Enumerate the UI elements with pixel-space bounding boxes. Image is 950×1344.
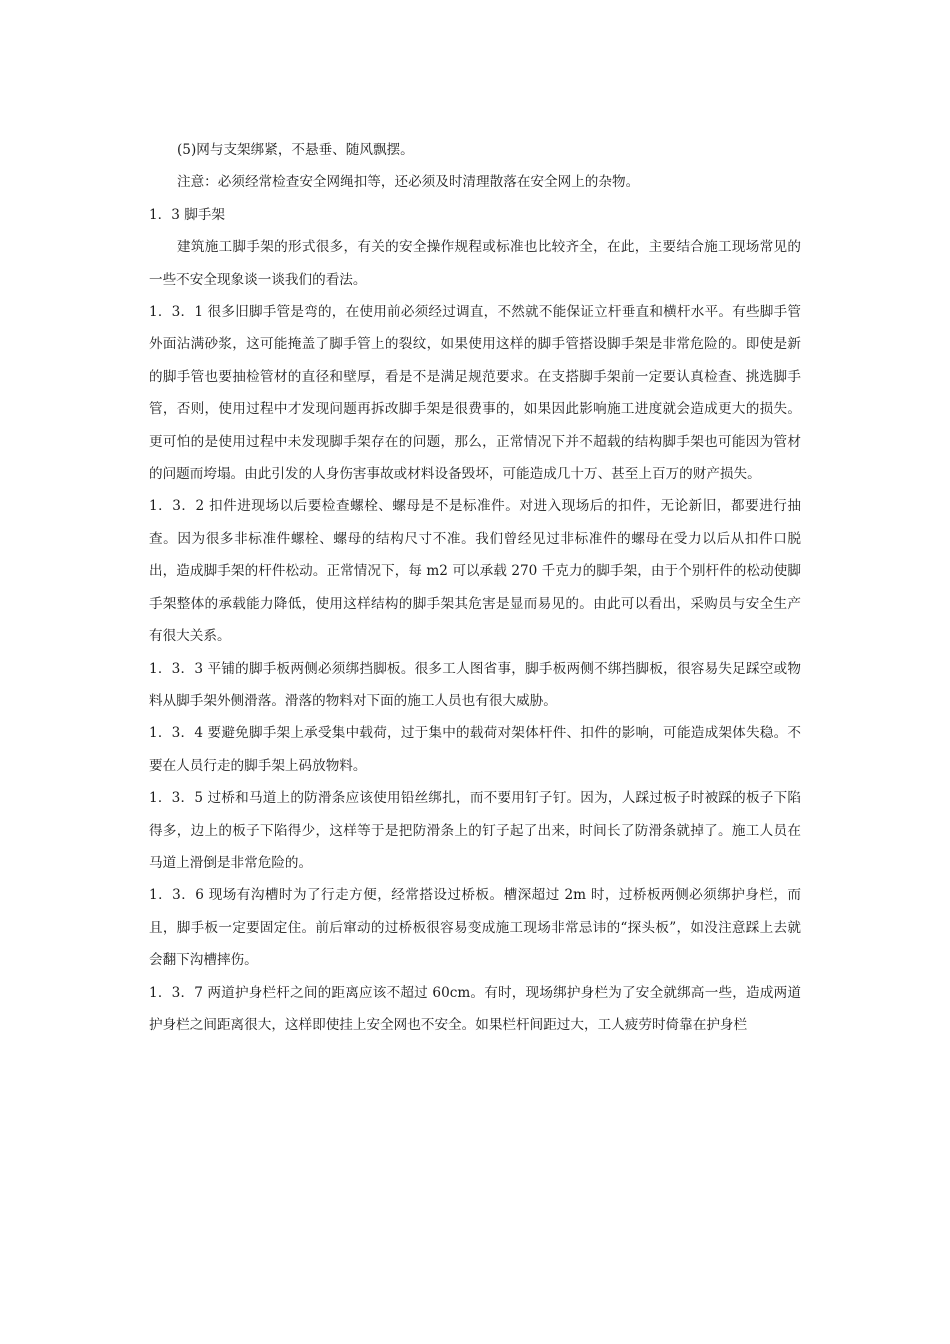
- paragraph-net-tie: (5)网与支架绑紧，不悬垂、随风飘摆。: [177, 142, 414, 158]
- document-body: [149, 134, 801, 1041]
- paragraph-intro: 建筑施工脚手架的形式很多，有关的安全操作规程或标准也比较齐全，在此，主要结合施工现场常见的一些不安全现象谈一谈我们的看法。: [149, 239, 801, 288]
- paragraph-1-3-4: 1．3．4 要避免脚手架上承受集中载荷，过于集中的载荷对架体杆件、扣件的影响，可能造成架体失稳。不要在人员行走的脚手架上码放物料。: [149, 725, 801, 774]
- paragraph-1-3-1: 1．3．1 很多旧脚手管是弯的，在使用前必须经过调直，不然就不能保证立杆垂直和横杆水平。有些脚手管外面沾满砂浆，这可能掩盖了脚手管上的裂纹，如果使用这样的脚手管搭设脚手架是非常危险的。即使是新的脚手管也要抽检管材的直径和壁厚，看是不是满足规范要求。在支搭脚手架前一定要认真检查、挑选脚手管，否则，使用过程中才发现问题再拆改脚手架是很费事的，如果因此影响施工进度就会造成更大的损失。更可怕的是使用过程中未发现脚手架存在的问题，那么，正常情况下并不超载的结构脚手架也可能因为管材的问题而垮塌。由此引发的人身伤害事故或材料设备毁坏，可能造成几十万、甚至上百万的财产损失。: [149, 304, 801, 483]
- paragraph-1-3-5: 1．3．5 过桥和马道上的防滑条应该使用铅丝绑扎，而不要用钉子钉。因为，人踩过板子时被踩的板子下陷得多，边上的板子下陷得少，这样等于是把防滑条上的钉子起了出来，时间长了防滑条就掉了。施工人员在马道上滑倒是非常危险的。: [149, 790, 801, 871]
- paragraph-1-3-3: 1．3．3 平铺的脚手板两侧必须绑挡脚板。很多工人图省事，脚手板两侧不绑挡脚板，很容易失足踩空或物料从脚手架外侧滑落。滑落的物料对下面的施工人员也有很大威胁。: [149, 660, 801, 709]
- paragraph-1-3-6: 1．3．6 现场有沟槽时为了行走方便，经常搭设过桥板。槽深超过 2m 时，过桥板两侧必须绑护身栏，而且，脚手板一定要固定住。前后窜动的过桥板很容易变成施工现场非常忌讳的“探头板”，如没注意踩上去就会翻下沟槽摔伤。: [149, 887, 801, 969]
- section-heading-scaffold: 1．3 脚手架: [149, 206, 225, 223]
- paragraph-1-3-7: 1．3．7 两道护身栏杆之间的距离应该不超过 60cm。有时，现场绑护身栏为了安全就绑高一些，造成两道护身栏之间距离很大，这样即使挂上安全网也不安全。如果栏杆间距过大，工人疲劳时倚靠在护身栏: [149, 984, 801, 1033]
- paragraph-1-3-2: 1．3．2 扣件进现场以后要检查螺栓、螺母是不是标准件。对进入现场后的扣件，无论新旧，都要进行抽查。因为很多非标准件螺栓、螺母的结构尺寸不准。我们曾经见过非标准件的螺母在受力以后从扣件口脱出，造成脚手架的杆件松动。正常情况下，每 m2 可以承载 270 千克力的脚手架，由于个别杆件的松动使脚手架整体的承载能力降低，使用这样结构的脚手架其危害是显而易见的。由此可以看出，采购员与安全生产有很大关系。: [149, 498, 801, 645]
- paragraph-note: 注意：必须经常检查安全网绳扣等，还必须及时清理散落在安全网上的杂物。: [177, 174, 640, 191]
